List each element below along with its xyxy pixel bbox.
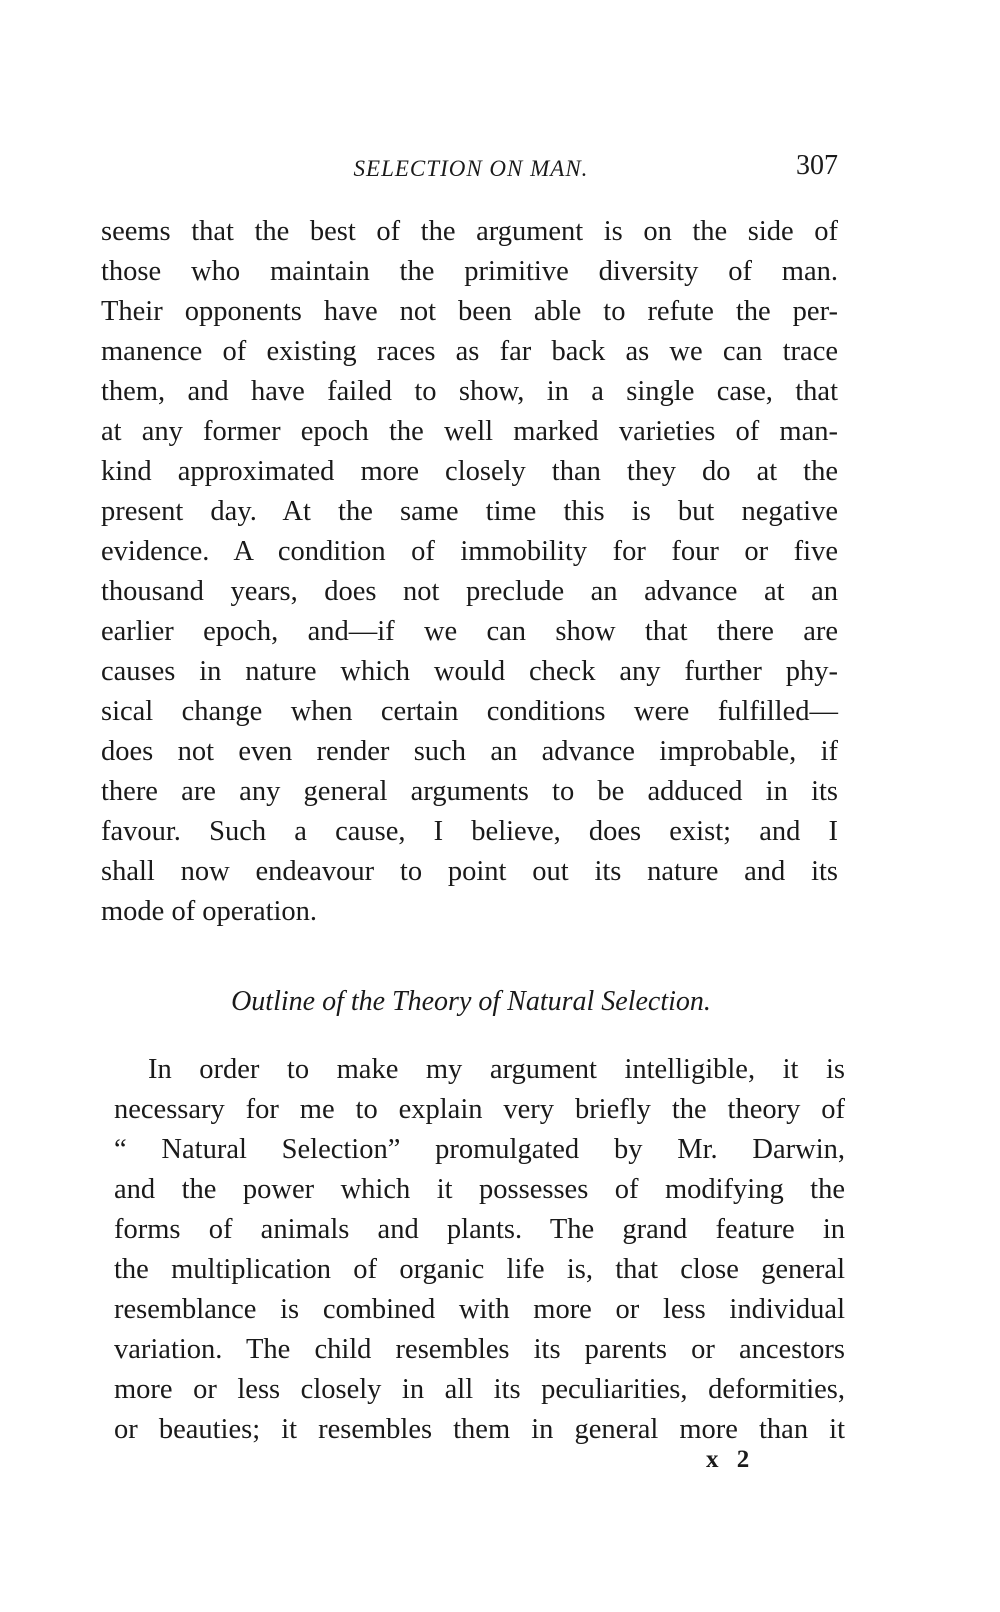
text-line: does not even render such an advance improbable, if (101, 736, 838, 767)
text-line: more or less closely in all its peculiarities, deformities, (114, 1374, 845, 1405)
text-line: necessary for me to explain very briefly the theory of (114, 1094, 845, 1125)
signature-mark: x 2 (706, 1446, 756, 1473)
text-line: manence of existing races as far back as we can trace (101, 336, 838, 367)
text-line: at any former epoch the well marked varieties of man- (101, 416, 838, 447)
text-line: thousand years, does not preclude an advance at an (101, 576, 838, 607)
text-line: present day. At the same time this is but negative (101, 496, 838, 527)
text-line: causes in nature which would check any further phy- (101, 656, 838, 687)
text-line: earlier epoch, and—if we can show that there are (101, 616, 838, 647)
text-line: seems that the best of the argument is on the side of (101, 216, 838, 247)
text-line: resemblance is combined with more or less individual (114, 1294, 845, 1325)
text-line: variation. The child resembles its parents or ancestors (114, 1334, 845, 1365)
text-line: there are any general arguments to be adduced in its (101, 776, 838, 807)
text-line: sical change when certain conditions were fulfilled— (101, 696, 838, 727)
text-line: the multiplication of organic life is, that close general (114, 1254, 845, 1285)
section-heading: Outline of the Theory of Natural Selection. (231, 986, 711, 1017)
text-line: them, and have failed to show, in a single case, that (101, 376, 838, 407)
page-number: 307 (796, 150, 838, 181)
text-line: mode of operation. (101, 896, 318, 927)
text-line: and the power which it possesses of modifying the (114, 1174, 845, 1205)
text-line: or beauties; it resembles them in general more than it (114, 1414, 845, 1445)
running-title: SELECTION ON MAN. (353, 156, 589, 181)
text-line: evidence. A condition of immobility for four or five (101, 536, 838, 567)
text-line: kind approximated more closely than they do at the (101, 456, 838, 487)
text-line: favour. Such a cause, I believe, does exist; and I (101, 816, 838, 847)
running-head (104, 150, 838, 190)
text-line: shall now endeavour to point out its nature and its (101, 856, 838, 887)
text-line: those who maintain the primitive diversity of man. (101, 256, 838, 287)
text-line: In order to make my argument intelligible, it is (148, 1054, 845, 1085)
text-line: forms of animals and plants. The grand feature in (114, 1214, 845, 1245)
text-line: “ Natural Selection” promulgated by Mr. Darwin, (114, 1134, 845, 1165)
text-line: Their opponents have not been able to refute the per- (101, 296, 838, 327)
